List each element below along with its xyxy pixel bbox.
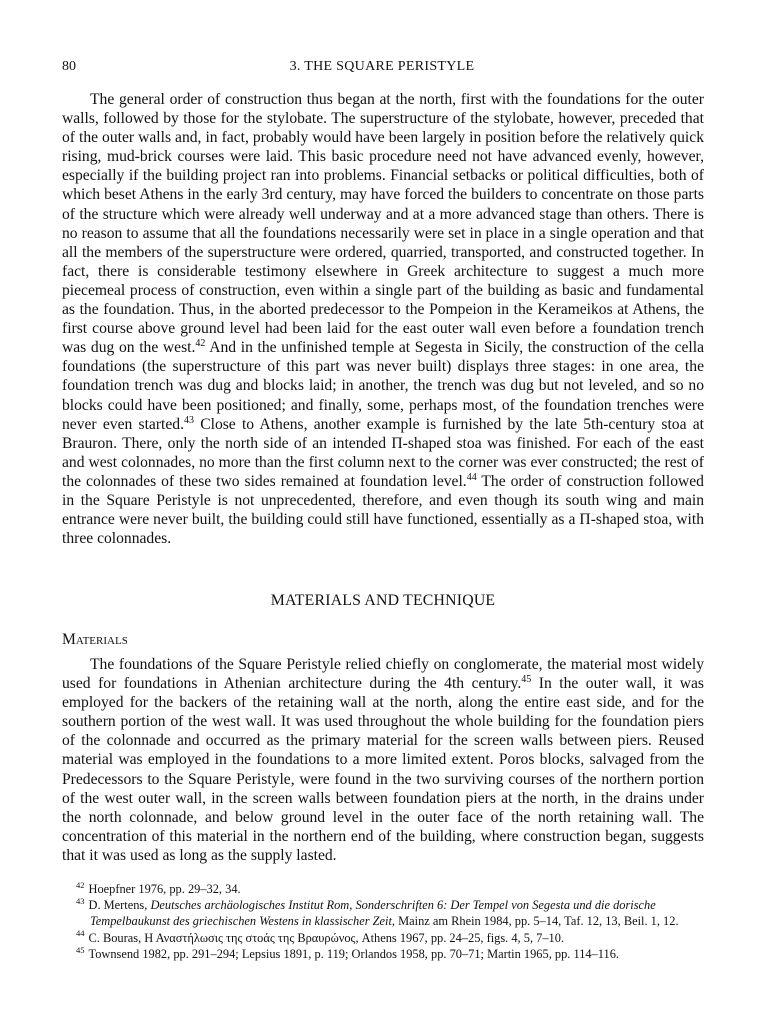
paragraph-construction-order xyxy=(62,90,704,548)
footnote-ref-44[interactable]: 44 xyxy=(466,471,477,483)
footnote-ref-42[interactable]: 42 xyxy=(195,338,206,350)
footnote-text: D. Mertens, xyxy=(88,898,151,913)
running-title: 3. THE SQUARE PERISTYLE xyxy=(289,59,475,74)
section-title: MATERIALS AND TECHNIQUE xyxy=(270,592,496,609)
footnote-text: Townsend 1982, pp. 291–294; Lepsius 1891, p. 119; Orlandos 1958, pp. 70–71; Martin 1965, pp. 114–116. xyxy=(88,946,620,961)
footnote xyxy=(62,930,704,946)
running-head xyxy=(62,59,702,79)
footnote xyxy=(62,897,704,929)
text-run: The order of construction followed in the Square Peristyle is not unprecedented, therefore, and even though its south wing and main entrance were never built, the building could still have functioned, essentially as a Π-shaped stoa, with three colonnades. xyxy=(62,472,704,548)
text-run: Close to Athens, another example is furnished by the late 5th-century stoa at Brauron. There, only the north side of an intended Π-shaped stoa was finished. For each of the east and west colonnades, no more than the first column next to the corner was ever constructed; the rest of the colonnades of these two sides remained at foundation level. xyxy=(62,415,705,490)
footnotes xyxy=(62,881,704,962)
text-run: The general order of construction thus began at the north, first with the foundations for the outer walls, followed by those for the stylobate. The superstructure of the stylobate, however, preceded that of the outer walls and, in fact, probably would have been largely in position before the relatively quick rising, mud-brick courses were laid. This basic procedure need not have advanced evenly, however, especially if the building project ran into problems. Financial setbacks or political difficulties, both of which beset Athens in the early 3rd century, may have forced the builders to concentrate on those parts of the structure which were already well underway and at a more advanced stage than others. There is no reason to assume that all the foundations necessarily were set in place in a single operation and that all the members of the superstructure were ordered, quarried, transported, and constructed together. In fact, there is considerable testimony elsewhere in Greek architecture to suggest a much more piecemeal process of construction, even within a single part of the building as basic and fundamental as the foundation. Thus, in the aborted predecessor to the Pompeion in the Kerameikos at Athens, the first course above ground level had been laid for the east outer wall even before a foundation trench was dug on the west. xyxy=(62,91,704,357)
footnote-italic-title: Deutsches archäologisches Institut Rom, Sonderschriften 6: Der Tempel von Segesta und die dorische Tempelbaukunst des griechischen Westens in klassischer Zeit, xyxy=(90,898,656,929)
page-number: 80 xyxy=(62,59,76,74)
footnote-number: 42 xyxy=(76,879,85,890)
footnote-number: 45 xyxy=(76,944,85,955)
footnote-text: C. Bouras, Η Αναστήλωσις της στοάς της Βραυρώνος, Athens 1967, pp. 24–25, figs. 4, 5, 7–10. xyxy=(88,930,565,945)
text-run: The foundations of the Square Peristyle relied chiefly on conglomerate, the material most widely used for foundations in Athenian architecture during the 4th century. xyxy=(62,656,704,693)
footnote-number: 44 xyxy=(76,928,85,939)
footnote-text: Hoepfner 1976, pp. 29–32, 34. xyxy=(88,882,241,896)
footnote-ref-43[interactable]: 43 xyxy=(183,414,194,426)
footnote-ref-45[interactable]: 45 xyxy=(521,673,532,685)
paragraph-materials xyxy=(62,655,704,865)
footnote-text: Mainz am Rhein 1984, pp. 5–14, Taf. 12, 13, Beil. 1, 12. xyxy=(395,914,679,929)
text-run: And in the unfinished temple at Segesta in Sicily, the construction of the cella foundations (the superstructure of this part was never built) displays three stages: in one area, the foundation trench was dug and blocks laid; in another, the trench was dug but not leveled, and so no blocks could have been positioned; and finally, some, perhaps most, of the foundation trenches were never even started. xyxy=(62,339,704,433)
footnote-number: 43 xyxy=(76,896,85,907)
paragraph-text xyxy=(62,655,704,865)
footnote xyxy=(62,946,704,962)
paragraph-text xyxy=(62,90,704,548)
subheading: Materials xyxy=(62,631,128,648)
text-run: In the outer wall, it was employed for the backers of the retaining wall at the north, along the entire east side, and for the southern portion of the west wall. It was used throughout the whole building for the foundation piers of the colonnade and occurred as the primary material for the screen walls between piers. Reused material was employed in the foundations to a more limited extent. Poros blocks, salvaged from the Predecessors to the Square Peristyle, were found in the two surviving courses of the northern portion of the west outer wall, in the screen walls between foundation piers at the north, in the drains under the north colonnade, and below ground level in the outer face of the north retaining wall. The concentration of this material in the northern end of the building, where construction began, suggests that it was used as long as the supply lasted. xyxy=(62,675,704,864)
footnote xyxy=(62,881,704,897)
